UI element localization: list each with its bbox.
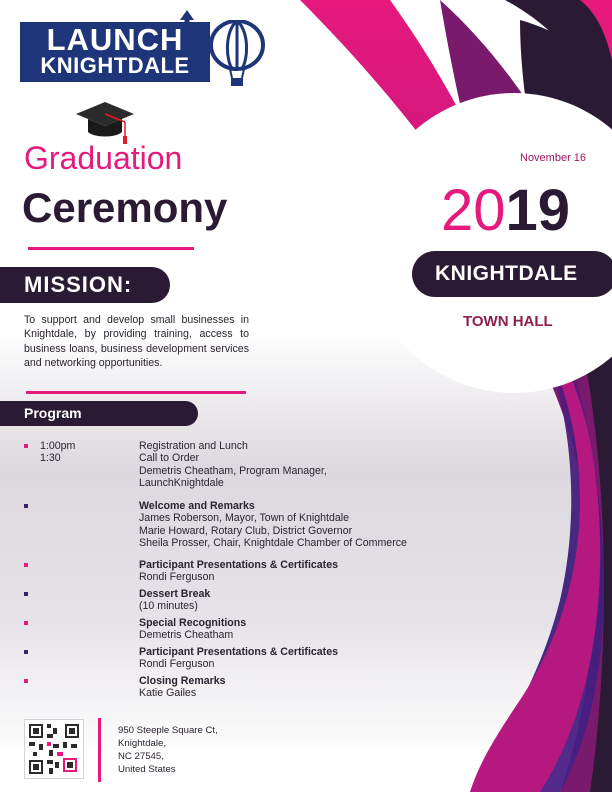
agenda-line: Sheila Prosser, Chair, Knightdale Chamber of Commerce bbox=[139, 537, 407, 550]
agenda-body bbox=[139, 588, 469, 613]
agenda-bullet bbox=[24, 444, 28, 448]
agenda-time-start: 1:00pm bbox=[40, 440, 76, 452]
address-line: Knightdale, bbox=[118, 738, 167, 749]
event-year-part-1: 20 bbox=[441, 178, 506, 243]
agenda-time bbox=[40, 440, 130, 465]
agenda-body bbox=[139, 559, 469, 584]
agenda-body bbox=[139, 500, 469, 550]
title-graduation: Graduation bbox=[24, 140, 183, 176]
logo-line-2: KNIGHTDALE bbox=[40, 53, 190, 78]
agenda-time-second: 1:30 bbox=[40, 452, 61, 465]
logo-arrow-icon bbox=[180, 10, 194, 38]
agenda-bullet bbox=[24, 563, 28, 567]
address-line: 950 Steeple Square Ct, bbox=[118, 725, 218, 736]
agenda-body bbox=[139, 440, 469, 490]
agenda-heading: Participant Presentations & Certificates bbox=[139, 559, 338, 571]
program-heading: Program bbox=[24, 405, 82, 421]
agenda-heading: Welcome and Remarks bbox=[139, 500, 255, 512]
agenda-body bbox=[139, 675, 469, 700]
event-date: November 16 bbox=[520, 152, 587, 164]
logo-line-1: LAUNCH bbox=[46, 22, 184, 57]
agenda-heading: Dessert Break bbox=[139, 588, 211, 600]
venue-subtitle: TOWN HALL bbox=[463, 313, 553, 330]
venue-name: KNIGHTDALE bbox=[435, 262, 578, 285]
agenda-bullet bbox=[24, 650, 28, 654]
address-line: United States bbox=[118, 764, 176, 775]
agenda-line: Rondi Ferguson bbox=[139, 658, 215, 671]
agenda-bullet bbox=[24, 592, 28, 596]
agenda-line: Call to Order bbox=[139, 452, 200, 465]
agenda-body bbox=[139, 646, 469, 671]
event-year bbox=[441, 180, 570, 242]
agenda-line: Demetris Cheatham bbox=[139, 629, 234, 642]
agenda-bullet bbox=[24, 679, 28, 683]
agenda-line: Katie Gailes bbox=[139, 687, 197, 700]
agenda-line: Registration and Lunch bbox=[139, 440, 248, 452]
agenda-bullet bbox=[24, 504, 28, 508]
agenda-body bbox=[139, 617, 469, 642]
title-ceremony: Ceremony bbox=[22, 184, 228, 231]
agenda-line: James Roberson, Mayor, Town of Knightdale bbox=[139, 512, 350, 525]
agenda-line: (10 minutes) bbox=[139, 600, 198, 613]
mission-text: To support and develop small businesses in Knightdale, by providing training, access to business loans, business development services and networking opportunities. bbox=[24, 314, 249, 369]
agenda-bullet bbox=[24, 621, 28, 625]
agenda-line: Demetris Cheatham, Program Manager, bbox=[139, 464, 327, 477]
event-year-part-2: 19 bbox=[505, 178, 571, 243]
qr-code-icon bbox=[24, 719, 84, 779]
agenda-line: Rondi Ferguson bbox=[139, 571, 215, 584]
agenda-heading: Participant Presentations & Certificates bbox=[139, 646, 338, 658]
agenda-line: LaunchKnightdale bbox=[139, 477, 224, 490]
agenda-heading: Special Recognitions bbox=[139, 617, 247, 629]
agenda-heading: Closing Remarks bbox=[139, 675, 226, 687]
event-address bbox=[118, 724, 218, 776]
mission-heading: MISSION: bbox=[24, 272, 133, 297]
hot-air-balloon-icon bbox=[208, 20, 266, 90]
title-divider bbox=[28, 247, 194, 250]
address-line: NC 27545, bbox=[118, 751, 164, 762]
mission-divider bbox=[26, 391, 246, 394]
address-divider bbox=[98, 718, 101, 782]
agenda-line: Marie Howard, Rotary Club, District Governor bbox=[139, 524, 353, 537]
